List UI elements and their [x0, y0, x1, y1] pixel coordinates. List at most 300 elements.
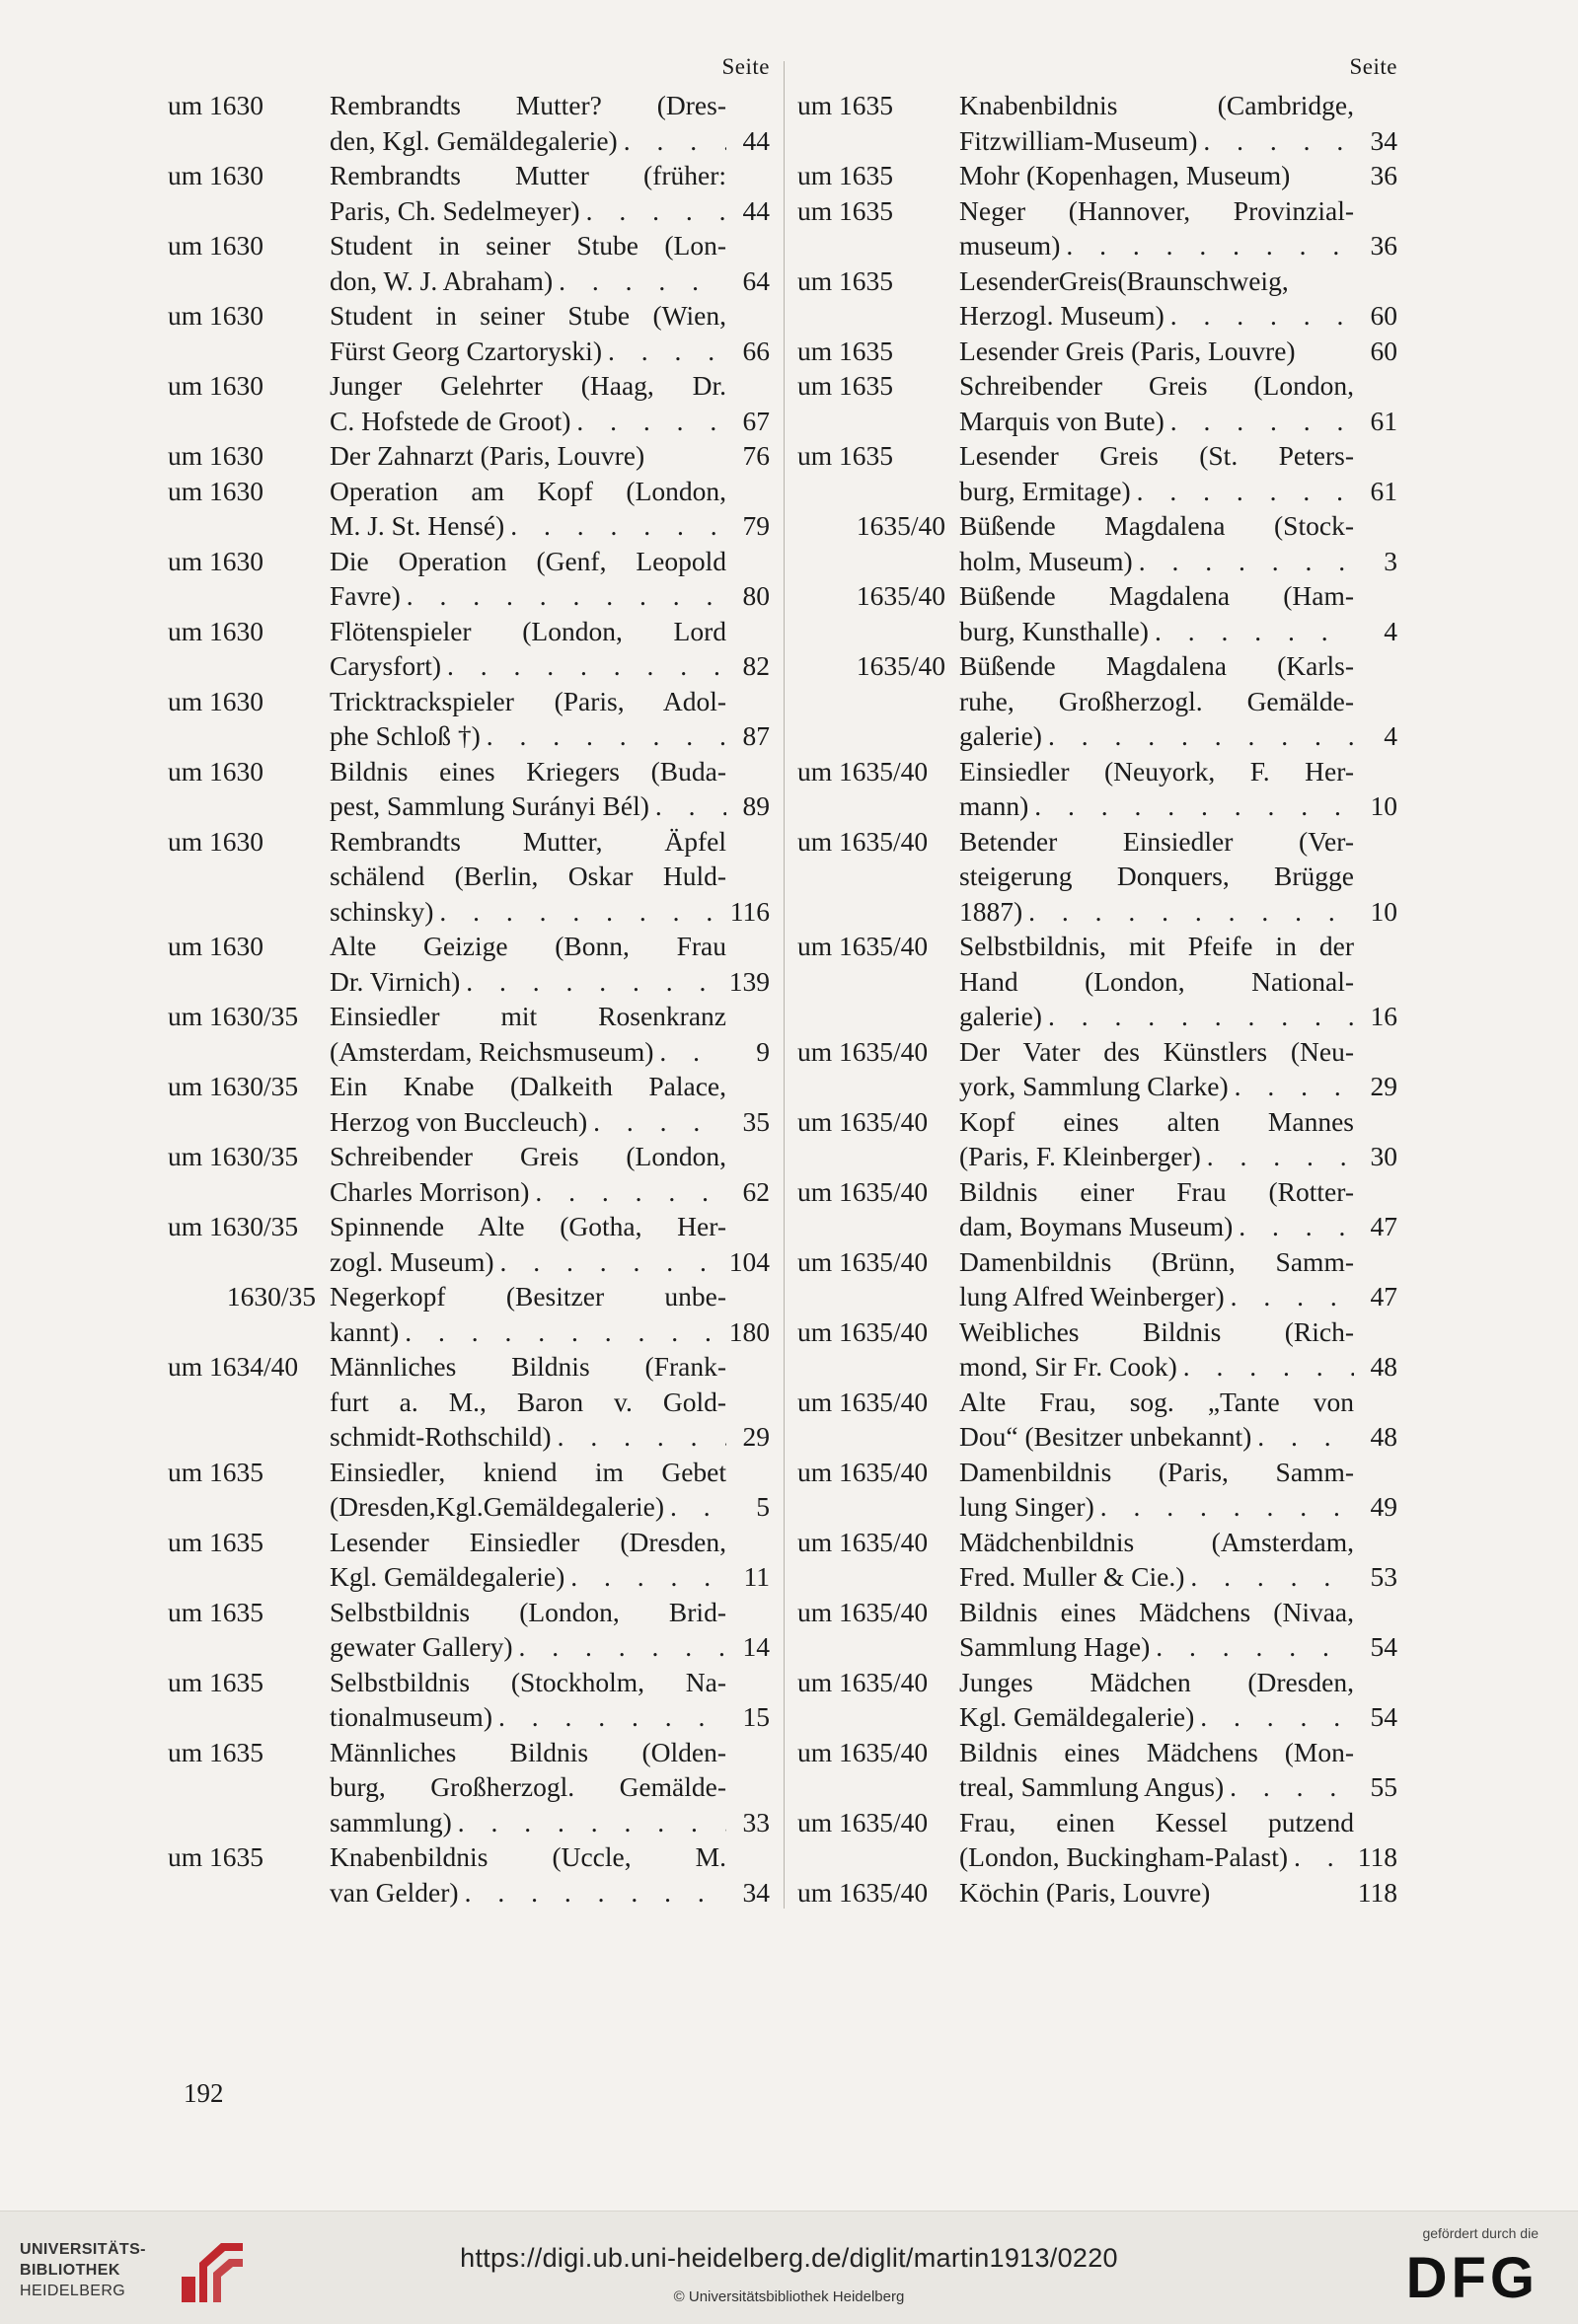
entry-title-text: Mohr (Kopenhagen, Museum) [959, 160, 1291, 190]
entry-title-text: kannt) [330, 1315, 400, 1347]
entry-page-number: 36 [1370, 230, 1397, 261]
index-entry [168, 88, 770, 158]
entry-title-line: Spinnende Alte (Gotha, Her- [330, 1211, 726, 1241]
entry-page-number: 48 [1370, 1421, 1397, 1452]
document-url-link[interactable]: https://digi.ub.uni-heidelberg.de/diglit/martin1913/0220 [460, 2243, 1118, 2273]
entry-date: um 1630 [168, 931, 264, 961]
entry-title-line: Knabenbildnis (Cambridge, [959, 90, 1354, 120]
leader-dots [1165, 404, 1354, 439]
leader-dots [1197, 123, 1354, 159]
entry-title-text: Sammlung Hage) [959, 1631, 1151, 1662]
entry-title [959, 1875, 1354, 1911]
entry-date: um 1635 [797, 335, 894, 366]
entry-title [959, 438, 1354, 508]
entry-title [959, 1244, 1354, 1314]
entry-title-text: Fürst Georg Czartoryski) [330, 335, 602, 366]
entry-date: 1635/40 [856, 510, 945, 541]
entry-page-number: 60 [1370, 300, 1397, 331]
entry-page-number: 82 [742, 650, 770, 681]
entry-page-number: 34 [1370, 124, 1397, 156]
entry-date: um 1635 [168, 1841, 264, 1872]
index-entry [797, 648, 1397, 754]
entry-page-number: 4 [1384, 615, 1397, 646]
entry-title-line [959, 123, 1354, 159]
entry-title-line: furt a. M., Baron v. Gold- [330, 1386, 726, 1417]
entry-title-line: Knabenbildnis (Uccle, M. [330, 1841, 726, 1872]
leader-dots [399, 1314, 726, 1350]
entry-title-line: Lesender Einsiedler (Dresden, [330, 1526, 726, 1557]
entry-date: um 1635 [168, 1666, 264, 1697]
entry-date: um 1630/35 [168, 1071, 299, 1101]
entry-title-text: C. Hofstede de Groot) [330, 405, 571, 436]
index-entry [797, 88, 1397, 158]
entry-title-text: (Paris, F. Kleinberger) [959, 1141, 1201, 1171]
entry-title [959, 1595, 1354, 1665]
entry-title-line: Männliches Bildnis (Frank- [330, 1351, 726, 1382]
entry-title-text: Kgl. Gemäldegalerie) [959, 1701, 1195, 1732]
entry-title-line [330, 1034, 726, 1070]
entry-title-line [959, 1769, 1354, 1805]
dfg-logo[interactable]: DFG [1405, 2246, 1539, 2310]
entry-title [959, 648, 1354, 754]
entry-title-line: schälend (Berlin, Oskar Huld- [330, 861, 726, 891]
index-entry [168, 298, 770, 368]
entry-title [330, 929, 726, 999]
entry-date: um 1630 [168, 160, 264, 190]
entry-title-line: Lesender Greis (St. Peters- [959, 440, 1354, 471]
entry-title [330, 824, 726, 930]
entry-title-line [959, 334, 1354, 369]
entry-title [959, 508, 1354, 578]
leader-dots [433, 894, 726, 930]
entry-title-text: (Amsterdam, Reichsmuseum) [330, 1035, 654, 1067]
entry-title-text: holm, Museum) [959, 545, 1133, 576]
entry-title-line [330, 648, 726, 684]
entry-title-line: Einsiedler, kniend im Gebet [330, 1456, 726, 1487]
entry-date: um 1635 [797, 194, 894, 226]
index-entry [168, 1349, 770, 1455]
leader-dots [1184, 1559, 1354, 1595]
entry-date: um 1635/40 [797, 1736, 929, 1767]
entry-title-line: LesenderGreis(Braunschweig, [959, 264, 1289, 296]
index-entry [168, 474, 770, 544]
entry-title-text: (Dresden,Kgl.Gemäldegalerie) [330, 1491, 665, 1522]
entry-date: um 1635/40 [797, 1386, 929, 1417]
entry-date: um 1635 [168, 1736, 264, 1767]
index-entry [168, 929, 770, 999]
entry-title-line: Betender Einsiedler (Ver- [959, 825, 1354, 857]
entry-title-line [330, 1489, 726, 1525]
leader-dots [1060, 228, 1354, 263]
entry-title-line [330, 1875, 726, 1911]
index-entry [168, 614, 770, 684]
index-entry [797, 1665, 1397, 1735]
entry-page-number: 116 [729, 895, 770, 927]
entry-title-line [330, 788, 726, 824]
entry-title-text: Lesender Greis (Paris, Louvre) [959, 335, 1296, 366]
entry-title-line [330, 1244, 726, 1280]
entry-title-text: tionalmuseum) [330, 1701, 492, 1732]
index-entry [168, 1279, 770, 1349]
entry-page-number: 30 [1370, 1141, 1397, 1171]
entry-title [959, 1665, 1354, 1735]
entry-date: um 1635/40 [797, 1315, 929, 1347]
entry-title-text: pest, Sammlung Surányi Bél) [330, 790, 649, 821]
entry-title-line: Rembrandts Mutter (früher: [330, 160, 726, 190]
entry-title-line: Die Operation (Genf, Leopold [330, 545, 726, 576]
entry-date: 1635/40 [856, 650, 945, 681]
entry-title-line [959, 999, 1354, 1034]
entry-date: um 1635 [797, 90, 894, 120]
entry-title-line: Alte Frau, sog. „Tante von [959, 1386, 1354, 1417]
leader-dots [1028, 788, 1354, 824]
leader-dots [459, 1875, 726, 1911]
entry-title [330, 1279, 726, 1349]
entry-date: um 1630 [168, 615, 264, 646]
entry-title-line [959, 788, 1354, 824]
index-entry [168, 228, 770, 298]
entry-title-text: Herzogl. Museum) [959, 300, 1165, 331]
entry-title [959, 578, 1354, 648]
entry-page-number: 44 [742, 124, 770, 156]
entry-title-line: Männliches Bildnis (Olden- [330, 1736, 726, 1767]
entry-title [959, 263, 1354, 334]
entry-title-line: Damenbildnis (Brünn, Samm- [959, 1245, 1354, 1277]
entry-title-line [330, 1805, 726, 1840]
index-entry [797, 1735, 1397, 1805]
entry-title [330, 474, 726, 544]
leader-dots [580, 193, 726, 229]
entry-title-line [330, 1629, 726, 1665]
entry-title-line: Bildnis einer Frau (Rotter- [959, 1175, 1354, 1207]
entry-date: um 1635 [168, 1526, 264, 1557]
index-entry [168, 368, 770, 438]
entry-title-text: van Gelder) [330, 1876, 459, 1908]
entry-title [330, 88, 726, 158]
entry-title-line: Flötenspieler (London, Lord [330, 615, 726, 646]
leader-dots [649, 788, 726, 824]
entry-title-line: Schreibender Greis (London, [330, 1141, 726, 1171]
entry-date: um 1630/35 [168, 1141, 299, 1171]
index-entry [168, 999, 770, 1069]
leader-dots [1042, 999, 1354, 1034]
page-number: 192 [184, 2078, 224, 2108]
entry-date: um 1630 [168, 755, 264, 787]
entry-title-text: Favre) [330, 580, 401, 611]
entry-title-line: Ein Knabe (Dalkeith Palace, [330, 1071, 726, 1101]
entry-date: 1635/40 [856, 580, 945, 611]
index-entry [797, 334, 1397, 369]
entry-page-number: 3 [1384, 545, 1397, 576]
entry-title-line: Neger (Hannover, Provinzial- [959, 194, 1354, 226]
leader-dots [1225, 1279, 1354, 1314]
leader-dots [529, 1174, 726, 1210]
index-entry [797, 824, 1397, 930]
index-entry [168, 1665, 770, 1735]
entry-page-number: 61 [1370, 475, 1397, 506]
entry-page-number: 44 [742, 194, 770, 226]
index-entry [797, 578, 1397, 648]
entry-title-line: Bildnis eines Kriegers (Buda- [330, 755, 726, 787]
entry-title-line: Mädchenbildnis (Amsterdam, [959, 1526, 1354, 1557]
leader-dots [481, 718, 726, 754]
library-name-line1: UNIVERSITÄTS- [20, 2241, 146, 2258]
footer-bar [0, 2211, 1578, 2324]
index-entry [797, 1244, 1397, 1314]
entry-page-number: 48 [1370, 1351, 1397, 1382]
index-entry [168, 544, 770, 614]
entry-date: um 1630/35 [168, 1211, 299, 1241]
entry-page-number: 104 [728, 1245, 770, 1277]
entry-page-number: 118 [1357, 1876, 1397, 1908]
entry-title-line: Einsiedler mit Rosenkranz [330, 1001, 726, 1031]
entry-title-line: steigerung Donquers, Brügge [959, 861, 1354, 891]
entry-title [959, 368, 1354, 438]
entry-title-line [959, 1279, 1354, 1314]
leader-dots [564, 1559, 726, 1595]
entry-title-line: Weibliches Bildnis (Rich- [959, 1315, 1354, 1347]
entry-title-text: schmidt-Rothschild) [330, 1421, 552, 1452]
entry-title-text: (London, Buckingham-Palast) [959, 1841, 1288, 1872]
entry-title-text: gewater Gallery) [330, 1631, 513, 1662]
index-entry [168, 1069, 770, 1139]
entry-date: um 1630 [168, 685, 264, 716]
entry-page-number: 9 [756, 1035, 770, 1067]
entry-date: um 1635/40 [797, 931, 929, 961]
entry-title [959, 334, 1354, 369]
right-entries [797, 88, 1397, 1910]
entry-title [959, 1104, 1354, 1174]
entry-page-number: 29 [742, 1421, 770, 1452]
entry-page-number: 34 [742, 1876, 770, 1908]
entry-page-number: 54 [1370, 1701, 1397, 1732]
leader-dots [401, 578, 726, 614]
entry-title-line: Negerkopf (Besitzer unbe- [330, 1281, 726, 1312]
entry-page-number: 76 [742, 440, 770, 471]
entry-page-number: 87 [742, 720, 770, 751]
leader-dots [494, 1244, 726, 1280]
entry-title-line [330, 438, 726, 474]
entry-date: um 1630 [168, 230, 264, 261]
index-entry [797, 1455, 1397, 1525]
entry-date: um 1630/35 [168, 1001, 299, 1031]
entry-page-number: 35 [742, 1105, 770, 1137]
entry-title [330, 684, 726, 754]
entry-date: um 1635 [797, 264, 894, 296]
leader-dots [1042, 718, 1354, 754]
entry-date: um 1630 [168, 545, 264, 576]
entry-page-number: 15 [742, 1701, 770, 1732]
entry-title [330, 298, 726, 368]
index-entry [797, 1525, 1397, 1595]
entry-page-number: 11 [743, 1561, 770, 1592]
entry-title-line [330, 1559, 726, 1595]
entry-title-text: dam, Boymans Museum) [959, 1211, 1234, 1241]
entry-title [959, 1455, 1354, 1525]
entry-title [330, 1455, 726, 1525]
entry-date: um 1635/40 [797, 1666, 929, 1697]
entry-title [330, 1839, 726, 1910]
index-entry [797, 508, 1397, 578]
entry-title-text: galerie) [959, 720, 1042, 751]
entry-title [330, 999, 726, 1069]
entry-page-number: 55 [1370, 1771, 1397, 1802]
index-entry [797, 1595, 1397, 1665]
dfg-supported-text: gefördert durch die [1422, 2225, 1539, 2241]
entry-title-line: Operation am Kopf (London, [330, 475, 726, 506]
entry-title-text: burg, Kunsthalle) [959, 615, 1149, 646]
entry-title [330, 1209, 726, 1279]
leader-dots [602, 334, 726, 369]
entry-title-line: Junger Gelehrter (Haag, Dr. [330, 370, 726, 401]
entry-title-line [330, 894, 726, 930]
leader-dots [1165, 298, 1354, 334]
entry-title-line [959, 544, 1354, 579]
entry-title [959, 929, 1354, 1034]
entry-title [330, 158, 726, 228]
entry-title-line: Selbstbildnis (Stockholm, Na- [330, 1666, 726, 1697]
entry-date: 1630/35 [226, 1281, 316, 1312]
entry-title-text: mond, Sir Fr. Cook) [959, 1351, 1177, 1382]
entry-title-text: Dou“ (Besitzer unbekannt) [959, 1421, 1252, 1452]
entry-page-number: 139 [728, 965, 770, 997]
entry-date: um 1635 [797, 370, 894, 401]
entry-title-line: Damenbildnis (Paris, Samm- [959, 1456, 1354, 1487]
leader-dots [1133, 544, 1354, 579]
entry-page-number: 47 [1370, 1211, 1397, 1241]
leader-dots [492, 1699, 726, 1735]
entry-date: um 1635/40 [797, 1596, 929, 1627]
entry-title-line: Hand (London, National- [959, 965, 1354, 997]
entry-date: um 1630 [168, 475, 264, 506]
entry-page-number: 29 [1370, 1071, 1397, 1101]
entry-page-number: 36 [1370, 160, 1397, 190]
index-entry [168, 1139, 770, 1209]
entry-page-number: 62 [742, 1175, 770, 1207]
entry-title [959, 193, 1354, 263]
entry-title-line [959, 1559, 1354, 1595]
leader-dots [460, 964, 726, 1000]
entry-title-text: Fitzwilliam-Museum) [959, 124, 1198, 156]
entry-date: um 1635/40 [797, 825, 929, 857]
entry-date: um 1635/40 [797, 1806, 929, 1837]
leader-dots [1201, 1139, 1354, 1174]
entry-title-text: Charles Morrison) [330, 1175, 530, 1207]
entry-title [959, 1385, 1354, 1455]
entry-title-text: den, Kgl. Gemäldegalerie) [330, 124, 618, 156]
entry-title [959, 824, 1354, 930]
entry-title-line [330, 1419, 726, 1455]
entry-title-text: zogl. Museum) [330, 1245, 494, 1277]
entry-title [330, 438, 726, 474]
entry-title [959, 1174, 1354, 1244]
leader-dots [664, 1489, 726, 1525]
entry-page-number: 16 [1370, 1001, 1397, 1031]
entry-title-line: Junges Mädchen (Dresden, [959, 1666, 1354, 1697]
entry-title [959, 88, 1354, 158]
entry-title [959, 1034, 1354, 1104]
leader-dots [618, 123, 726, 159]
entry-title-text: burg, Ermitage) [959, 475, 1131, 506]
entry-title-text: galerie) [959, 1001, 1042, 1031]
entry-title-line: Rembrandts Mutter? (Dres- [330, 90, 726, 120]
leader-dots [1022, 894, 1354, 930]
index-entry [797, 368, 1397, 438]
leader-dots [1233, 1209, 1354, 1244]
index-entry [168, 684, 770, 754]
entry-page-number: 80 [742, 580, 770, 611]
leader-dots [1288, 1839, 1354, 1875]
leader-dots [1251, 1419, 1354, 1455]
entry-page-number: 4 [1384, 720, 1397, 751]
entry-title-line: Büßende Magdalena (Ham- [959, 580, 1354, 611]
entry-date: um 1635/40 [797, 1456, 929, 1487]
entry-title-line [959, 718, 1354, 754]
entry-title [959, 754, 1354, 824]
entry-title-line [330, 404, 726, 439]
entry-title-text: phe Schloß †) [330, 720, 481, 751]
entry-title-line [330, 1174, 726, 1210]
entry-date: um 1635 [797, 160, 894, 190]
entry-page-number: 64 [742, 264, 770, 296]
entry-date: um 1635 [797, 440, 894, 471]
left-entries [168, 88, 770, 1910]
entry-title-line: Tricktrackspieler (Paris, Adol- [330, 685, 726, 716]
entry-title [330, 1525, 726, 1595]
entry-title [330, 544, 726, 614]
index-entry [797, 929, 1397, 1034]
index-entry [168, 1595, 770, 1665]
entry-title-text: Der Zahnarzt (Paris, Louvre) [330, 440, 645, 471]
entry-page-number: 47 [1370, 1281, 1397, 1312]
entry-title [330, 1735, 726, 1840]
entry-title [959, 1805, 1354, 1875]
entry-title [330, 1069, 726, 1139]
library-name-line3: HEIDELBERG [20, 2283, 126, 2299]
entry-title-text: Herzog von Buccleuch) [330, 1105, 588, 1137]
entry-date: um 1635/40 [797, 1245, 929, 1277]
index-entry [797, 1314, 1397, 1385]
leader-dots [552, 1419, 726, 1455]
index-entry [797, 263, 1397, 334]
entry-title-line: Student in seiner Stube (Lon- [330, 230, 726, 261]
entry-title-line [959, 1875, 1354, 1911]
copyright-notice: © Universitätsbibliothek Heidelberg [673, 2288, 905, 2305]
index-entry [168, 754, 770, 824]
entry-title-line [330, 1314, 726, 1350]
entry-title [330, 754, 726, 824]
entry-date: um 1630 [168, 300, 264, 331]
entry-title-text: schinsky) [330, 895, 434, 927]
entry-date: um 1630 [168, 370, 264, 401]
index-entry [168, 1839, 770, 1910]
entry-title-line [959, 614, 1354, 649]
index-entry [797, 1104, 1397, 1174]
entry-page-number: 10 [1370, 895, 1397, 927]
entry-page-number: 5 [756, 1491, 770, 1522]
leader-dots [1194, 1699, 1354, 1735]
entry-title-line: ruhe, Großherzogl. Gemälde- [959, 685, 1354, 716]
entry-title-line [959, 1349, 1354, 1385]
library-name-line2: BIBLIOTHEK [20, 2262, 120, 2279]
entry-title-line: Der Vater des Künstlers (Neu- [959, 1035, 1354, 1067]
entry-title-line [959, 894, 1354, 930]
index-entry [797, 1034, 1397, 1104]
index-entry [168, 824, 770, 930]
entry-date: um 1630 [168, 825, 264, 857]
entry-title-line: Einsiedler (Neuyork, F. Her- [959, 755, 1354, 787]
entry-title-line [959, 1489, 1354, 1525]
